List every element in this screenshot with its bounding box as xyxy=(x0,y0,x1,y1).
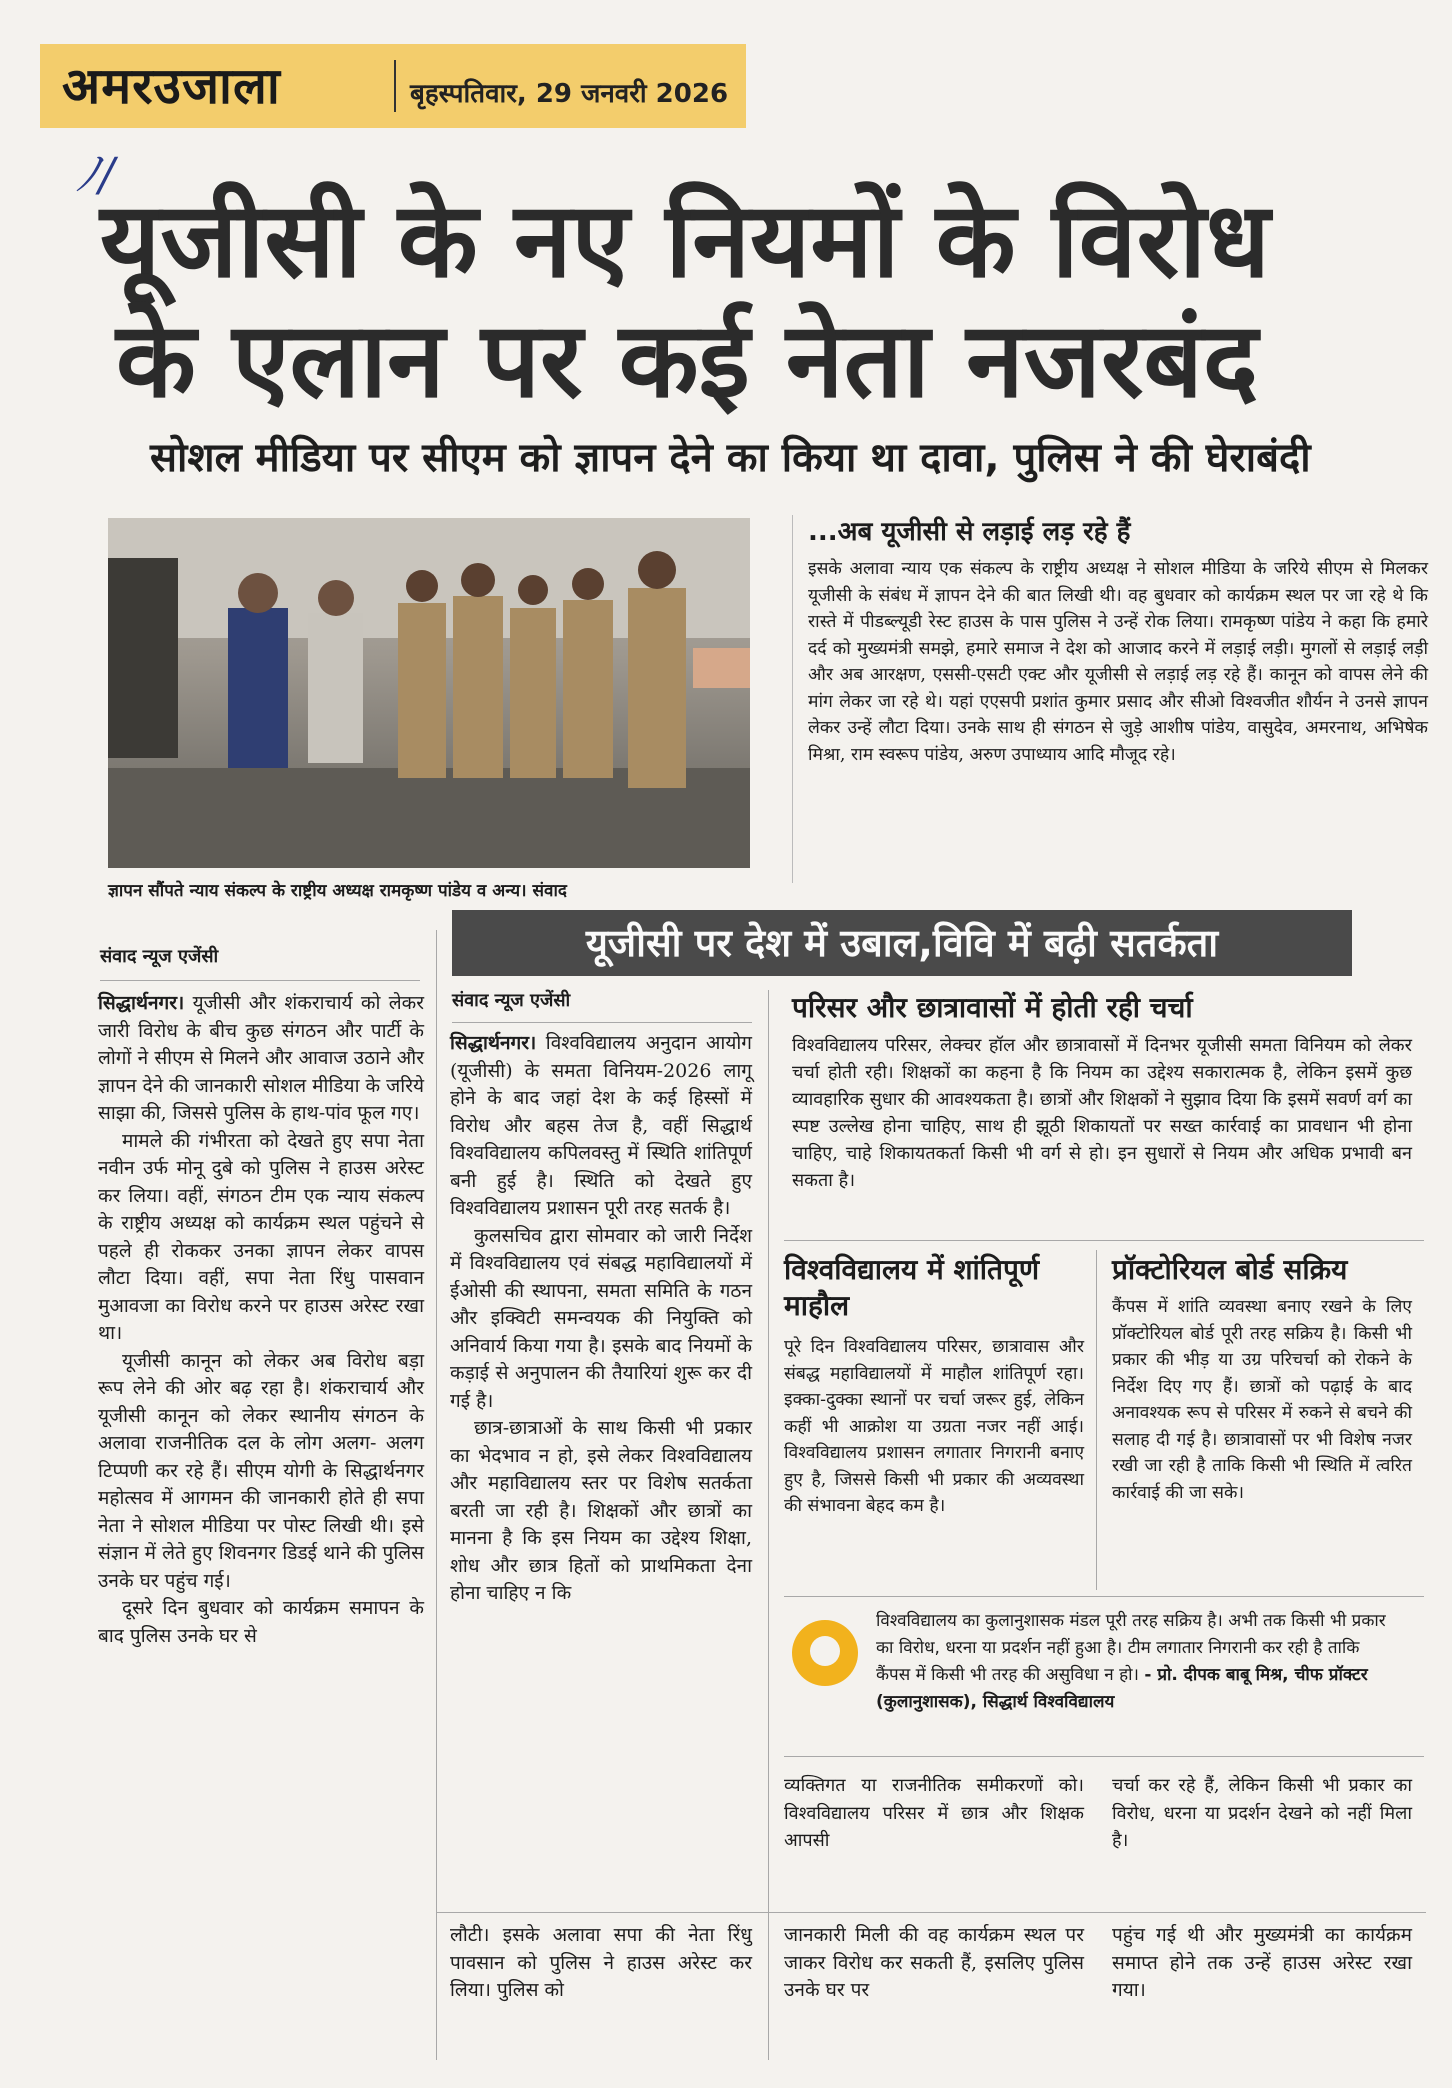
edition-date: बृहस्पतिवार, 29 जनवरी 2026 xyxy=(410,79,729,109)
proctorial-heading: प्रॉक्टोरियल बोर्ड सक्रिय xyxy=(1112,1253,1348,1286)
news-photo xyxy=(108,518,750,868)
peace-text: पूरे दिन विश्वविद्यालय परिसर, छात्रावास और संबद्ध महाविद्यालयों में माहौल शांतिपूर्ण रहा। इक्का-दुक्का स्थानों पर चर्चा जरूर हुई, लेकिन कहीं भी आक्रोश या उग्रता नजर नहीं आई। विश्वविद्यालय प्रशासन लगातार निगरानी बनाए हुए है, जिससे किसी भी प्रकार की अव्यवस्था की संभावना बेहद कम है। xyxy=(784,1337,1084,1516)
middle-para-2: कुलसचिव द्वारा सोमवार को जारी निर्देश में विश्वविद्यालय एवं संबद्ध महाविद्यालयों में ईओसी की स्थापना, समता समिति के गठन और इक्विटी समन्वयक की नियुक्ति को अनिवार्य किया गया है। इसके बाद नियमों के कड़ाई से अनुपालन की तैयारियां शुरू कर दी गई है। xyxy=(450,1224,752,1412)
section-band-title: यूजीसी पर देश में उबाल,विवि में बढ़ी सतर्कता xyxy=(585,921,1219,965)
continuation-b: चर्चा कर रहे हैं, लेकिन किसी भी प्रकार का विरोध, धरना या प्रदर्शन देखने को नहीं मिला है। xyxy=(1112,1775,1412,1851)
column-divider-2 xyxy=(768,990,769,2060)
bottom-col-3: पहुंच गई थी और मुख्यमंत्री का कार्यक्रम समाप्त होने तक उन्हें हाउस अरेस्ट रखा गया। xyxy=(1112,1924,1412,2001)
middle-byline: संवाद न्यूज एजेंसी xyxy=(452,990,571,1011)
quote-text: विश्वविद्यालय का कुलानुशासक मंडल पूरी तरह सक्रिय है। अभी तक किसी भी प्रकार का विरोध, धरना या प्रदर्शन नहीं हुआ है। टीम लगातार निगरानी कर रही है ताकि कैंपस में किसी भी तरह की असुविधा न हो। xyxy=(876,1611,1386,1685)
photo-caption: ज्ञापन सौंपते न्याय संकल्प के राष्ट्रीय अध्यक्ष रामकृष्ण पांडेय व अन्य। संवाद xyxy=(108,881,567,901)
quote-attribution: - प्रो. दीपक बाबू मिश्र, चीफ प्रॉक्टर (कुलानुशासक), सिद्धार्थ विश्वविद्यालय xyxy=(876,1665,1368,1712)
quote-bottom-rule xyxy=(784,1756,1424,1757)
headline-line-1: यूजीसी के नए नियमों के विरोध xyxy=(100,179,1270,301)
headline-line-2: के एलान पर कई नेता नजरबंद xyxy=(116,299,1259,421)
subheadline: सोशल मीडिया पर सीएम को ज्ञापन देने का किया था दावा, पुलिस ने की घेराबंदी xyxy=(150,435,1311,481)
masthead-divider xyxy=(394,60,396,112)
left-para-3: यूजीसी कानून को लेकर अब विरोध बड़ा रूप लेने की ओर बढ़ रहा है। शंकराचार्य और यूजीसी कानून को लेकर स्थानीय संगठन के अलावा राजनीतिक दल के लोग अलग- अलग टिप्पणी कर रहे हैं। सीएम योगी के सिद्धार्थनगर महोत्सव में आगमन की जानकारी होते ही सपा नेता ने सोशल मीडिया पर पोस्ट लिखी थी। इसे संज्ञान में लेते हुए शिवनगर डिडई थाने की पुलिस उनके घर पहुंच गई। xyxy=(98,1349,424,1592)
left-para-1: यूजीसी और शंकराचार्य को लेकर जारी विरोध के बीच कुछ संगठन और पार्टी के लोगों ने सीएम से मिलने और आवाज उठाने और ज्ञापन देने की जानकारी सोशल मीडिया के जरिये साझा की, जिससे पुलिस के हाथ-पांव फूल गए। xyxy=(98,992,424,1124)
column-divider-1 xyxy=(436,930,437,2060)
left-dateline: सिद्धार्थनगर। xyxy=(98,992,185,1014)
bottom-col-2: जानकारी मिली की वह कार्यक्रम स्थल पर जाकर विरोध कर सकती हैं, इसलिए पुलिस उनके घर पर xyxy=(784,1924,1084,2001)
middle-para-1: विश्वविद्यालय अनुदान आयोग (यूजीसी) के समता विनियम-2026 लागू होने के बाद जहां देश के कई हिस्सों में विरोध और बहस तेज है, वहीं सिद्धार्थ विश्वविद्यालय कपिलवस्तु में स्थिति शांतिपूर्ण बनी हुई है। स्थिति को देखते हुए विश्वविद्यालय प्रशासन पूरी तरह सतर्क है। xyxy=(450,1032,752,1219)
proctorial-text: कैंपस में शांति व्यवस्था बनाए रखने के लिए प्रॉक्टोरियल बोर्ड पूरी तरह सक्रिय है। किसी भी प्रकार की भीड़ या उग्र परिचर्चा को रोकने के निर्देश दिए गए हैं। छात्रों को पढ़ाई के बाद अनावश्यक रूप से परिसर में रुकने से बचने की सलाह दी गई है। छात्रावासों पर भी विशेष नजर रखी जा रही है ताकि किसी भी स्थिति में त्वरित कार्रवाई की जा सके। xyxy=(1112,1297,1412,1503)
side-story-text: इसके अलावा न्याय एक संकल्प के राष्ट्रीय अध्यक्ष ने सोशल मीडिया के जरिये सीएम से मिलकर यूजीसी के संबंध में ज्ञापन देने की बात लिखी थी। वह बुधवार को कार्यक्रम स्थल पर जा रहे थे कि रास्ते में पीडब्ल्यूडी रेस्ट हाउस के पास पुलिस ने उन्हें रोक लिया। रामकृष्ण पांडेय ने कहा कि हमारे दर्द को मुख्यमंत्री समझे, हमारे समाज ने देश को आजाद करने में लड़ाई लड़ी। मुगलों से लड़ाई लड़ी और अब आरक्षण, एससी-एसटी एक्ट और यूजीसी से लड़ाई लड़ रहे हैं। कानून को वापस लेने की मांग लेकर जा रहे थे। यहां एएसपी प्रशांत कुमार प्रसाद और सीओ विश्वजीत शौर्यन ने उनसे ज्ञापन लेकर उन्हें लौटा दिया। उनके साथ ही संगठन से जुड़े आशीष पांडेय, वासुदेव, अमरनाथ, अभिषेक मिश्रा, राम स्वरूप पांडेय, अरुण उपाध्याय आदि मौजूद रहे। xyxy=(808,559,1428,765)
left-para-4: दूसरे दिन बुधवार को कार्यक्रम समापन के बाद पुलिस उनके घर से xyxy=(98,1597,424,1647)
quote-box xyxy=(876,1608,1396,1716)
left-story-body xyxy=(98,990,424,1650)
bottom-strip-rule xyxy=(436,1912,1426,1913)
left-byline: संवाद न्यूज एजेंसी xyxy=(100,946,219,967)
left-byline-rule xyxy=(100,980,420,981)
campus-heading: परिसर और छात्रावासों में होती रही चर्चा xyxy=(792,991,1193,1024)
campus-rule xyxy=(784,1240,1424,1241)
left-para-2: मामले की गंभीरता को देखते हुए सपा नेता नवीन उर्फ मोनू दुबे को पुलिस ने हाउस अरेस्ट कर लिया। वहीं, संगठन टीम एक न्याय संकल्प के राष्ट्रीय अध्यक्ष को कार्यक्रम स्थल पहुंचने से पहले ही रोककर उनका ज्ञापन लेकर वापस लौटा दिया। वहीं, सपा नेता रिंधु पासवान मुआवजा का विरोध करने पर हाउस अरेस्ट रखा था। xyxy=(98,1129,424,1344)
peace-heading: विश्वविद्यालय में शांतिपूर्ण माहौल xyxy=(784,1253,1040,1322)
bottom-col-1: लौटी। इसके अलावा सपा की नेता रिंधु पावसान को पुलिस ने हाउस अरेस्ट कर लिया। पुलिस को xyxy=(450,1924,752,2001)
quote-top-rule xyxy=(784,1596,1424,1597)
handwritten-mark-icon: ﾉ/ xyxy=(76,147,115,201)
middle-byline-rule xyxy=(452,1022,752,1023)
column-divider-3 xyxy=(1096,1250,1097,1590)
newspaper-logo: अमरउजाला xyxy=(62,57,281,115)
middle-dateline: सिद्धार्थनगर। xyxy=(450,1032,537,1054)
side-story-heading: ...अब यूजीसी से लड़ाई लड़ रहे हैं xyxy=(808,517,1131,547)
quote-logo-icon xyxy=(792,1620,858,1686)
continuation-a: व्यक्तिगत या राजनीतिक समीकरणों को। विश्वविद्यालय परिसर में छात्र और शिक्षक आपसी xyxy=(784,1775,1084,1851)
police-group-photo-icon xyxy=(108,518,750,868)
campus-text: विश्वविद्यालय परिसर, लेक्चर हॉल और छात्रावासों में दिनभर यूजीसी समता विनियम को लेकर चर्चा होती रही। शिक्षकों का कहना है कि नियम का उद्देश्य सकारात्मक है, लेकिन इसमें कुछ व्यावहारिक सुधार की आवश्यकता है। छात्रों और शिक्षकों ने सुझाव दिया कि इसमें सवर्ण वर्ग का स्पष्ट उल्लेख होना चाहिए, साथ ही झूठी शिकायतों पर सख्त कार्रवाई का प्रावधान भी होना चाहिए, चाहे शिकायतकर्ता किसी भी वर्ग से हो। इन सुधारों से नियम और अधिक प्रभावी बन सकता है। xyxy=(792,1035,1412,1191)
middle-para-3: छात्र-छात्राओं के साथ किसी भी प्रकार का भेदभाव न हो, इसे लेकर विश्वविद्यालय और महाविद्यालय स्तर पर विशेष सतर्कता बरती जा रही है। शिक्षकों और छात्रों का मानना है कि इस नियम का उद्देश्य शिक्षा, शोध और छात्र हितों को प्राथमिकता देना होना चाहिए न कि xyxy=(450,1417,752,1604)
middle-story-body xyxy=(450,1030,752,1608)
